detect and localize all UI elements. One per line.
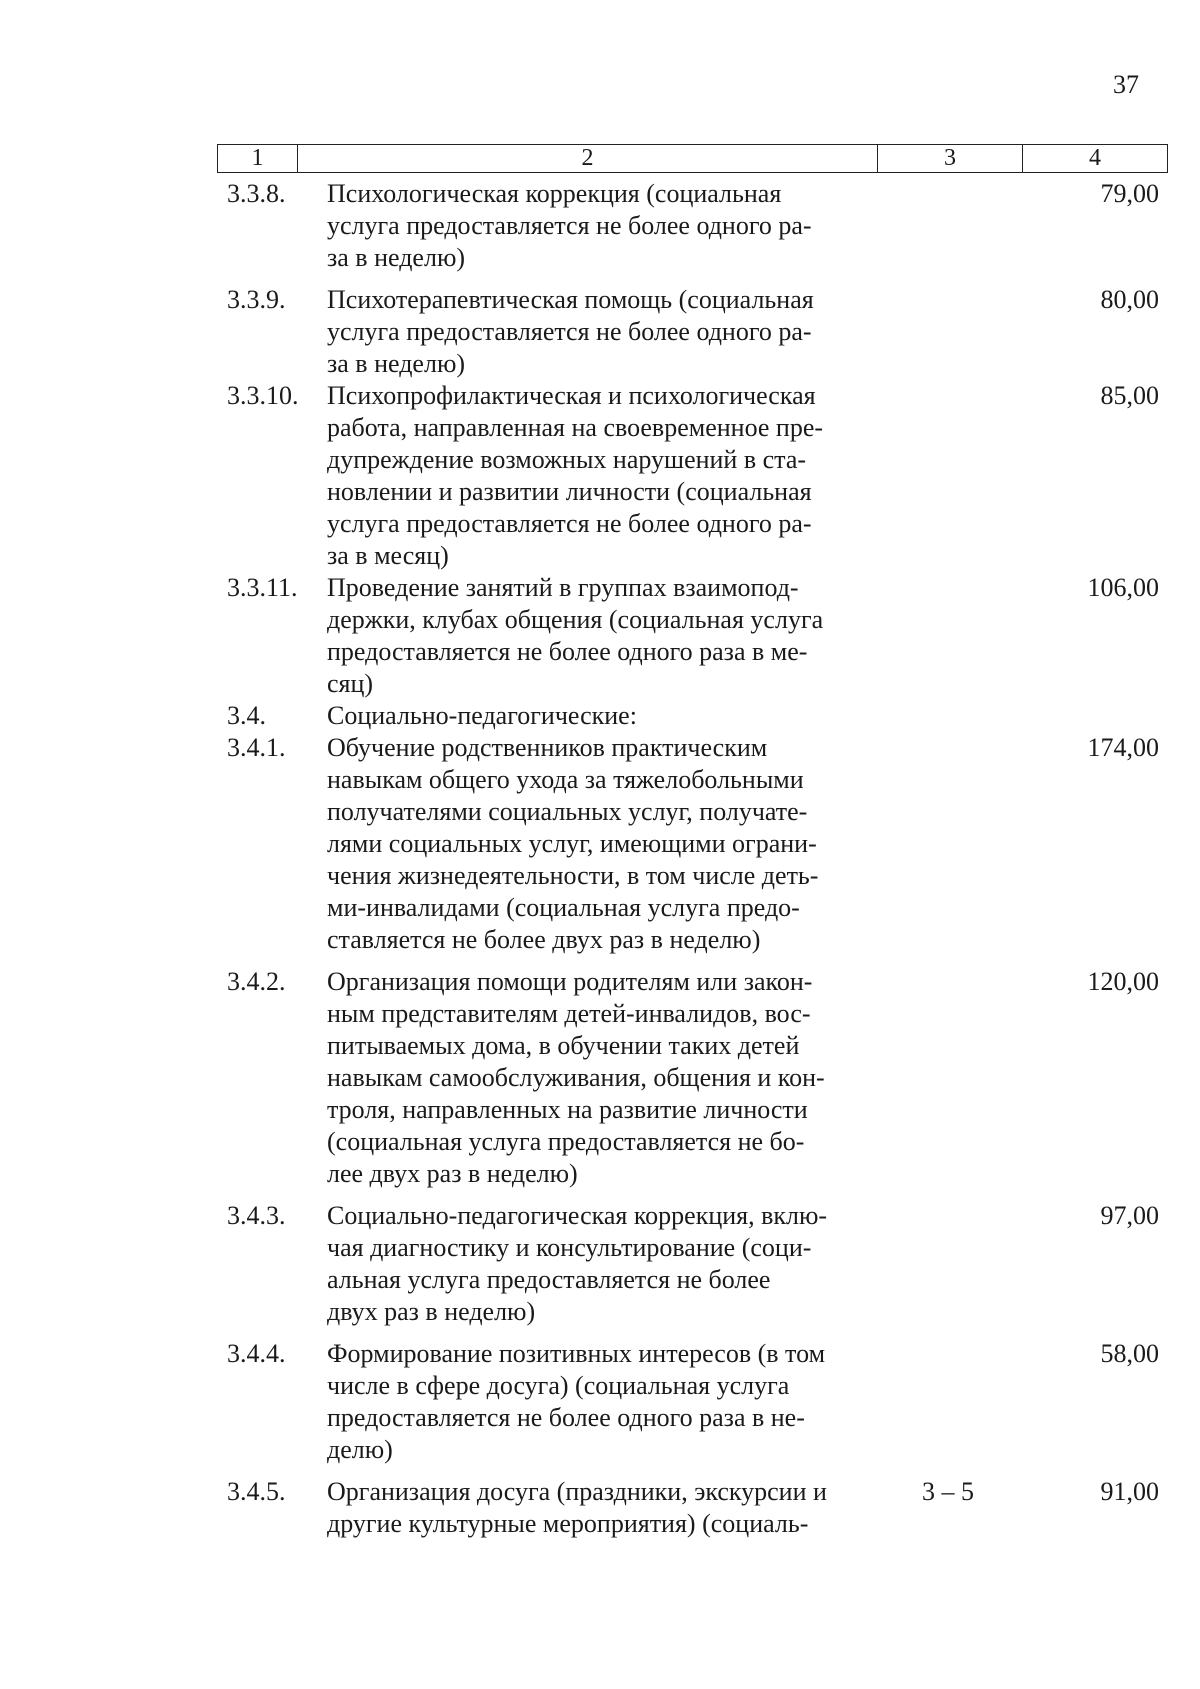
description-line: Социально-педагогические: <box>327 701 637 730</box>
item-number: 3.3.11. <box>227 573 298 602</box>
description-line: питываемых дома, в обучении таких детей <box>327 1031 800 1060</box>
table-row <box>217 966 1167 1190</box>
table-row <box>217 1338 1167 1466</box>
item-description <box>327 1476 879 1540</box>
table-row <box>217 178 1167 274</box>
description-line: предоставляется не более одного раза в ме- <box>327 637 808 666</box>
item-number: 3.4.4. <box>227 1339 286 1368</box>
table-row <box>217 572 1167 700</box>
header-col-4: 4 <box>1023 145 1168 173</box>
item-price: 80,00 <box>1100 285 1159 314</box>
description-line: навыкам самообслуживания, общения и кон- <box>327 1063 825 1092</box>
description-line: числе в сфере досуга) (социальная услуга <box>327 1371 790 1400</box>
description-line: альная услуга предоставляется не более <box>327 1265 771 1294</box>
description-line: услуга предоставляется не более одного ра- <box>327 211 812 240</box>
item-description <box>327 284 879 380</box>
item-description <box>327 700 879 732</box>
item-price: 120,00 <box>1087 967 1159 996</box>
description-line: дупреждение возможных нарушений в ста- <box>327 445 807 474</box>
item-number: 3.3.10. <box>227 381 299 410</box>
item-description <box>327 572 879 700</box>
table-row <box>217 732 1167 956</box>
description-line: ставляется не более двух раз в неделю) <box>327 925 761 954</box>
item-description <box>327 380 879 572</box>
item-price: 97,00 <box>1100 1201 1159 1230</box>
item-price: 106,00 <box>1087 573 1159 602</box>
description-line: Психопрофилактическая и психологическая <box>327 381 816 410</box>
description-line: Психологическая коррекция (социальная <box>327 179 782 208</box>
item-description <box>327 732 879 956</box>
table-row <box>217 380 1167 572</box>
description-line: услуга предоставляется не более одного ра- <box>327 317 812 346</box>
description-line: лее двух раз в неделю) <box>327 1159 578 1188</box>
item-price: 58,00 <box>1100 1339 1159 1368</box>
item-description <box>327 178 879 274</box>
item-number: 3.4.5. <box>227 1477 286 1506</box>
item-number: 3.4.2. <box>227 967 286 996</box>
description-line: делю) <box>327 1435 393 1464</box>
description-line: за в месяц) <box>327 541 449 570</box>
description-line: навыкам общего ухода за тяжелобольными <box>327 765 804 794</box>
description-line: Организация досуга (праздники, экскурсии и <box>327 1477 827 1506</box>
description-line: ным представителям детей-инвалидов, вос- <box>327 999 811 1028</box>
description-line: за в неделю) <box>327 349 466 378</box>
description-line: Проведение занятий в группах взаимопод- <box>327 573 799 602</box>
description-line: троля, направленных на развитие личности <box>327 1095 808 1124</box>
description-line: другие культурные мероприятия) (социаль- <box>327 1509 809 1538</box>
page-number: 37 <box>1113 70 1139 99</box>
description-line: сяц) <box>327 669 374 698</box>
table-row <box>217 1476 1167 1540</box>
description-line: (социальная услуга предоставляется не бо- <box>327 1127 805 1156</box>
item-number: 3.4. <box>227 701 266 730</box>
header-col-2: 2 <box>298 145 878 173</box>
item-description <box>327 1200 879 1328</box>
item-price: 79,00 <box>1100 179 1159 208</box>
description-line: услуга предоставляется не более одного ра- <box>327 509 812 538</box>
item-number: 3.3.8. <box>227 179 286 208</box>
header-row <box>218 145 1168 173</box>
table-row <box>217 284 1167 380</box>
item-description <box>327 1338 879 1466</box>
description-line: за в неделю) <box>327 243 466 272</box>
description-line: ми-инвалидами (социальная услуга предо- <box>327 893 800 922</box>
table-row <box>217 700 1167 732</box>
description-line: получателями социальных услуг, получате- <box>327 797 808 826</box>
description-line: держки, клубах общения (социальная услуга <box>327 605 824 634</box>
item-price: 85,00 <box>1100 381 1159 410</box>
description-line: Социально-педагогическая коррекция, вклю- <box>327 1201 828 1230</box>
header-col-1: 1 <box>218 145 298 173</box>
item-price: 91,00 <box>1100 1477 1159 1506</box>
description-line: чения жизнедеятельности, в том числе деть- <box>327 861 819 890</box>
header-col-3: 3 <box>878 145 1023 173</box>
description-line: Психотерапевтическая помощь (социальная <box>327 285 814 314</box>
description-line: Организация помощи родителям или закон- <box>327 967 813 996</box>
table-row <box>217 1200 1167 1328</box>
item-description <box>327 966 879 1190</box>
item-number: 3.4.3. <box>227 1201 286 1230</box>
description-line: новлении и развитии личности (социальная <box>327 477 812 506</box>
description-line: двух раз в неделю) <box>327 1297 536 1326</box>
service-list <box>217 178 1167 1540</box>
description-line: лями социальных услуг, имеющими ограни- <box>327 829 817 858</box>
description-line: предоставляется не более одного раза в не- <box>327 1403 805 1432</box>
description-line: работа, направленная на своевременное пре- <box>327 413 824 442</box>
item-number: 3.3.9. <box>227 285 286 314</box>
description-line: чая диагностику и консультирование (соци- <box>327 1233 812 1262</box>
table-header <box>217 144 1168 173</box>
description-line: Формирование позитивных интересов (в том <box>327 1339 826 1368</box>
description-line: Обучение родственников практическим <box>327 733 768 762</box>
item-price: 174,00 <box>1087 733 1159 762</box>
item-number: 3.4.1. <box>227 733 286 762</box>
item-term: 3 – 5 <box>922 1477 974 1506</box>
